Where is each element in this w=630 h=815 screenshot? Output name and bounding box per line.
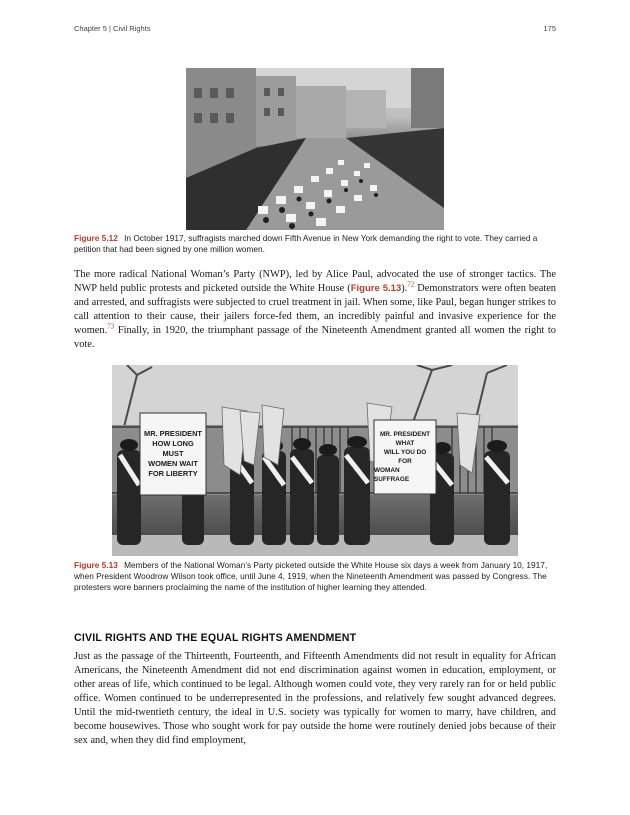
figure-5-13-caption	[74, 560, 556, 593]
paragraph-text: Finally, in 1920, the triumphant passage of the Nineteenth Amendment granted all women the right to vote.	[74, 325, 556, 350]
suffrage-parade-image	[186, 68, 444, 230]
body-paragraph-nwp	[74, 268, 556, 352]
chapter-title: Chapter 5 | Civil Rights	[74, 24, 151, 33]
banner-line: MR. PRESIDENT	[144, 429, 202, 438]
section-heading: CIVIL RIGHTS AND THE EQUAL RIGHTS AMENDMENT	[74, 632, 357, 644]
banner-line: MR. PRESIDENT	[379, 431, 431, 438]
figure-5-13-link[interactable]: Figure 5.13	[350, 283, 402, 294]
banner-left	[140, 413, 206, 495]
banner-right	[374, 420, 436, 494]
page-header	[74, 24, 556, 33]
banner-line: WHAT	[395, 440, 415, 447]
caption-text: In October 1917, suffragists marched down Fifth Avenue in New York demanding the right to vote. They carried a petition that had been signed by one million women.	[74, 233, 538, 254]
banner-line: FOR LIBERTY	[148, 469, 198, 478]
banner-line: WOMAN SUFFRAGE	[374, 467, 410, 483]
figure-label: Figure 5.13	[74, 560, 118, 570]
footnote-72-link[interactable]: 72	[407, 280, 415, 289]
figure-label: Figure 5.12	[74, 233, 118, 243]
figure-5-12-photo	[186, 68, 444, 230]
figure-5-12-caption	[74, 233, 556, 255]
banner-line: HOW LONG	[152, 439, 194, 448]
banner-line: FOR	[398, 458, 412, 465]
paragraph-text: ).	[401, 283, 408, 294]
caption-text: Members of the National Woman’s Party picketed outside the White House six days a week from January 10, 1917, when President Woodrow Wilson took office, until June 4, 1919, when the Nineteenth Amendment was passed by Congress. The protesters wore banners proclaiming the name of the institution of higher learning they attended.	[74, 560, 548, 592]
footnote-73-link[interactable]: 73	[107, 322, 115, 331]
page-number: 175	[543, 24, 556, 33]
paragraph-text: The more radical National Woman’s Party (NWP), led by Alice Paul, advocated the use of stronger tactics. The NWP held public protests and picketed outside the White House (	[74, 269, 556, 294]
banner-line: WOMEN WAIT	[148, 459, 198, 468]
paragraph-text: Demonstrators were often beaten and arrested, and suffragists were subjected to cruel treatment in jail. When some, like Paul, began hunger strikes to call attention to their cause, their jailers force-fed them, an incredibly painful and invasive experience for the women.	[74, 283, 556, 336]
figure-5-13-photo	[112, 365, 518, 556]
banner-line: WILL YOU DO	[383, 449, 427, 456]
body-paragraph-era: Just as the passage of the Thirteenth, Fourteenth, and Fifteenth Amendments did not result in equality for African Americans, the Nineteenth Amendment did not end discrimination against women in education, employment, or other areas of life, which continued to be legal. Although women could vote, they very rarely ran for or held public office. Women continued to be underrepresented in the professions, and relatively few sought advanced degrees. Until the mid-twentieth century, the ideal in U.S. society was typically for women to marry, have children, and become housewives. Those who sought work for pay outside the home were routinely denied jobs because of their sex and, when they did find employment,	[74, 651, 556, 746]
banner-line: MUST	[162, 449, 184, 458]
